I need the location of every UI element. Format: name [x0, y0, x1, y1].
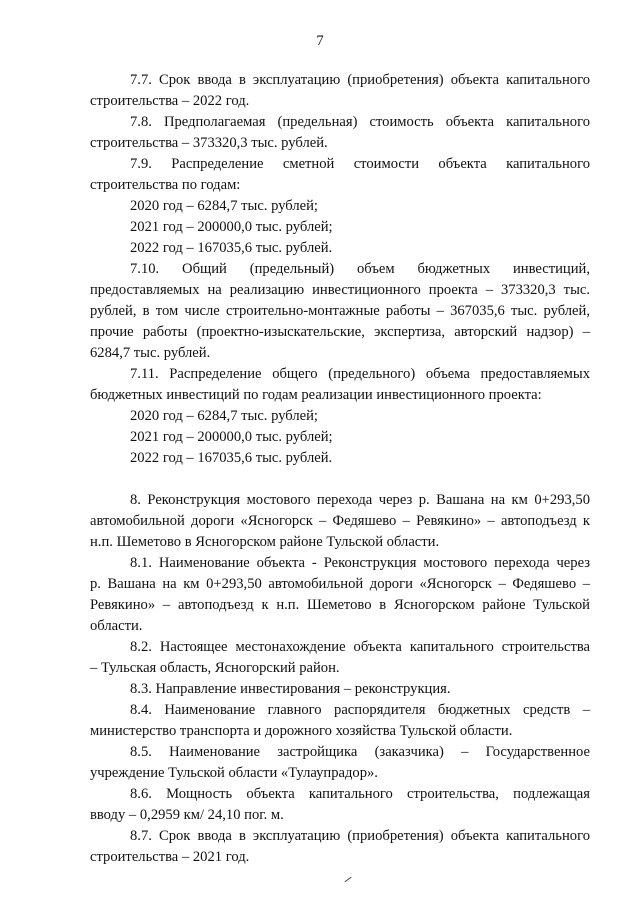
text-line: предоставляемых на реализацию инвестиционного проекта – 373320,3 тыс. [90, 282, 590, 298]
text-line: 7.7. Срок ввода в эксплуатацию (приобретения) объекта капитального [130, 72, 590, 88]
text-line: 7.9. Распределение сметной стоимости объекта капитального [130, 156, 590, 172]
text-line: строительства по годам: [90, 177, 241, 193]
text-line: 8. Реконструкция мостового перехода через р. Вашана на км 0+293,50 [130, 492, 590, 508]
text-line: 2022 год – 167035,6 тыс. рублей. [130, 240, 333, 256]
text-line: 8.1. Наименование объекта - Реконструкция мостового перехода через [130, 555, 590, 571]
text-line: бюджетных инвестиций по годам реализации инвестиционного проекта: [90, 387, 542, 403]
text-line: строительства – 2021 год. [90, 849, 250, 865]
page-number: 7 [316, 33, 324, 49]
text-line: 8.3. Направление инвестирования – реконструкция. [130, 681, 451, 697]
text-line: 8.6. Мощность объекта капитального строительства, подлежащая [130, 786, 590, 802]
text-line: р. Вашана на км 0+293,50 автомобильной дороги «Ясногорск – Федяшево – [90, 576, 590, 592]
text-line: прочие работы (проектно-изыскательские, экспертиза, авторский надзор) – [90, 324, 590, 340]
text-line: 8.5. Наименование застройщика (заказчика) – Государственное [130, 744, 590, 760]
text-line: области. [90, 618, 143, 634]
text-line: 6284,7 тыс. рублей. [90, 345, 211, 361]
text-line: 8.7. Срок ввода в эксплуатацию (приобретения) объекта капитального [130, 828, 590, 844]
text-line: 8.4. Наименование главного распорядителя бюджетных средств – [130, 702, 590, 718]
text-line: строительства – 2022 год. [90, 93, 250, 109]
text-line: 7.11. Распределение общего (предельного) объема предоставляемых [130, 366, 590, 382]
text-line: министерство транспорта и дорожного хозяйства Тульской области. [90, 723, 513, 739]
text-line: 8.2. Настоящее местонахождение объекта капитального строительства [130, 639, 590, 655]
text-line: 2021 год – 200000,0 тыс. рублей; [130, 429, 333, 445]
text-line: 7.10. Общий (предельный) объем бюджетных инвестиций, [130, 261, 590, 277]
text-line: вводу – 0,2959 км/ 24,10 пог. м. [90, 807, 284, 823]
text-line: н.п. Шеметово в Ясногорском районе Тульской области. [90, 534, 440, 550]
text-line: 2020 год – 6284,7 тыс. рублей; [130, 408, 318, 424]
text-line: автомобильной дороги «Ясногорск – Федяшево – Ревякино» – автоподъезд к [90, 513, 590, 529]
text-line: 2021 год – 200000,0 тыс. рублей; [130, 219, 333, 235]
text-line: рублей, в том числе строительно-монтажные работы – 367035,6 тыс. рублей, [90, 303, 590, 319]
text-line: 2020 год – 6284,7 тыс. рублей; [130, 198, 318, 214]
scan-mark [344, 877, 351, 882]
text-line: Ревякино» – автоподъезд к н.п. Шеметово в Ясногорском районе Тульской [90, 597, 590, 613]
text-line: 7.8. Предполагаемая (предельная) стоимость объекта капитального [130, 114, 590, 130]
text-line: – Тульская область, Ясногорский район. [90, 660, 340, 676]
text-line: учреждение Тульской области «Тулаупрадор». [90, 765, 378, 781]
text-line: 2022 год – 167035,6 тыс. рублей. [130, 450, 333, 466]
text-line: строительства – 373320,3 тыс. рублей. [90, 135, 328, 151]
